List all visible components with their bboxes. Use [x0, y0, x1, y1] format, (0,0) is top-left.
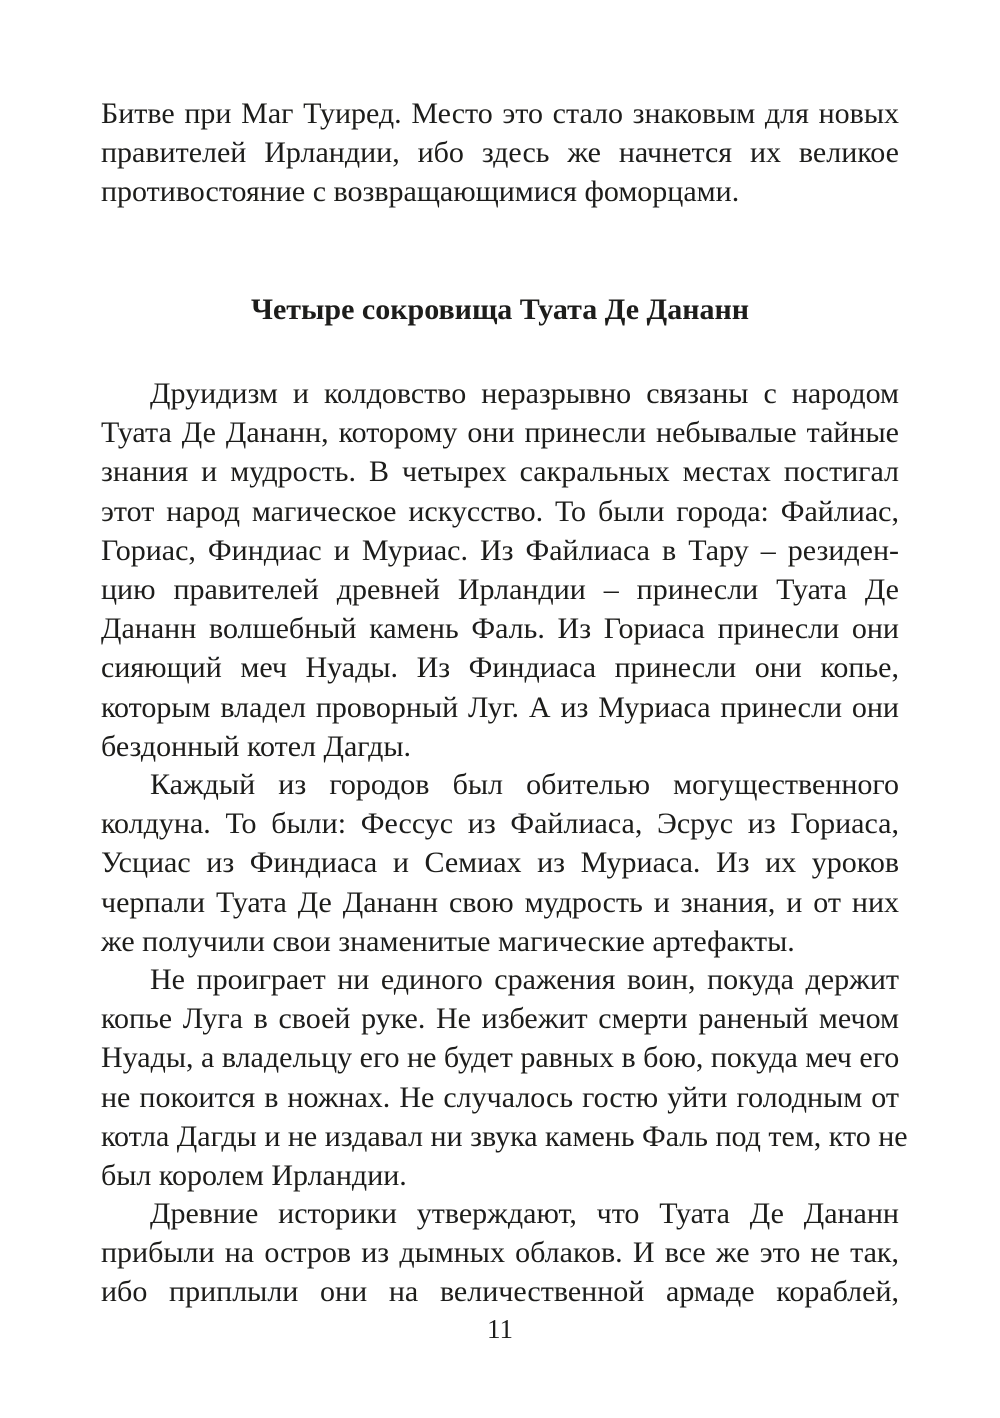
text-line: цию правителей древней Ирландии – принесли Туата Де — [101, 573, 899, 607]
text-line: которым владел проворный Луг. А из Муриаса принесли они — [101, 690, 899, 724]
text-line: ибо приплыли они на величественной армаде кораблей, — [101, 1275, 899, 1309]
text-line: Каждый из городов был обителью могущественного — [150, 768, 899, 801]
text-line: Битве при Маг Туиред. Место это стало знаковым для новых — [101, 97, 899, 130]
text-line: котла Дагды и не издавал ни звука камень Фаль под тем, кто не — [101, 1119, 908, 1153]
paragraph — [101, 374, 899, 766]
page-number: 11 — [487, 1314, 513, 1344]
paragraph — [101, 960, 908, 1195]
text-line: Древние историки утверждают, что Туата Де Дананн — [150, 1197, 899, 1230]
text-line: знания и мудрость. В четырех сакральных местах постигал — [101, 455, 899, 489]
paragraph — [101, 1194, 899, 1312]
text-line: правителей Ирландии, ибо здесь же начнется их великое — [101, 136, 899, 170]
paragraph — [101, 94, 899, 212]
text-line: Не проиграет ни единого сражения воин, покуда держит — [150, 963, 899, 996]
text-line: бездонный котел Дагды. — [101, 729, 412, 763]
text-line: Дананн волшебный камень Фаль. Из Гориаса принесли они — [101, 612, 899, 646]
text-line: копье Луга в своей руке. Не избежит смерти раненый мечом — [101, 1002, 899, 1036]
text-line: прибыли на остров из дымных облаков. И все же это не так, — [101, 1236, 899, 1270]
text-line: этот народ магическое искусство. То были города: Файлиас, — [101, 494, 899, 528]
paragraph — [101, 765, 899, 961]
text-line: Друидизм и колдовство неразрывно связаны с народом — [150, 377, 899, 410]
text-line: противостояние с возвращающимися фоморцами. — [101, 175, 740, 209]
text-line: не покоится в ножнах. Не случалось гостю уйти голодным от — [101, 1080, 899, 1114]
text-line: Усциас из Финдиаса и Семиах из Муриаса. Из их уроков — [101, 846, 899, 880]
text-line: черпали Туата Де Дананн свою мудрость и знания, и от них — [101, 885, 899, 919]
section-heading: Четыре сокровища Туата Де Дананн — [250, 293, 750, 326]
text-line: Нуады, а владельцу его не будет равных в бою, покуда меч его — [101, 1041, 900, 1075]
text-line: сияющий меч Нуады. Из Финдиаса принесли они копье, — [101, 651, 899, 685]
text-line: Гориас, Финдиас и Муриас. Из Файлиаса в Тару – резиден- — [101, 533, 899, 567]
text-line: был королем Ирландии. — [101, 1159, 407, 1193]
text-line: колдуна. То были: Фессус из Файлиаса, Эсрус из Гориаса, — [101, 807, 899, 841]
text-line: Туата Де Дананн, которому они принесли небывалые тайные — [101, 416, 899, 450]
text-line: же получили свои знаменитые магические артефакты. — [101, 924, 795, 958]
